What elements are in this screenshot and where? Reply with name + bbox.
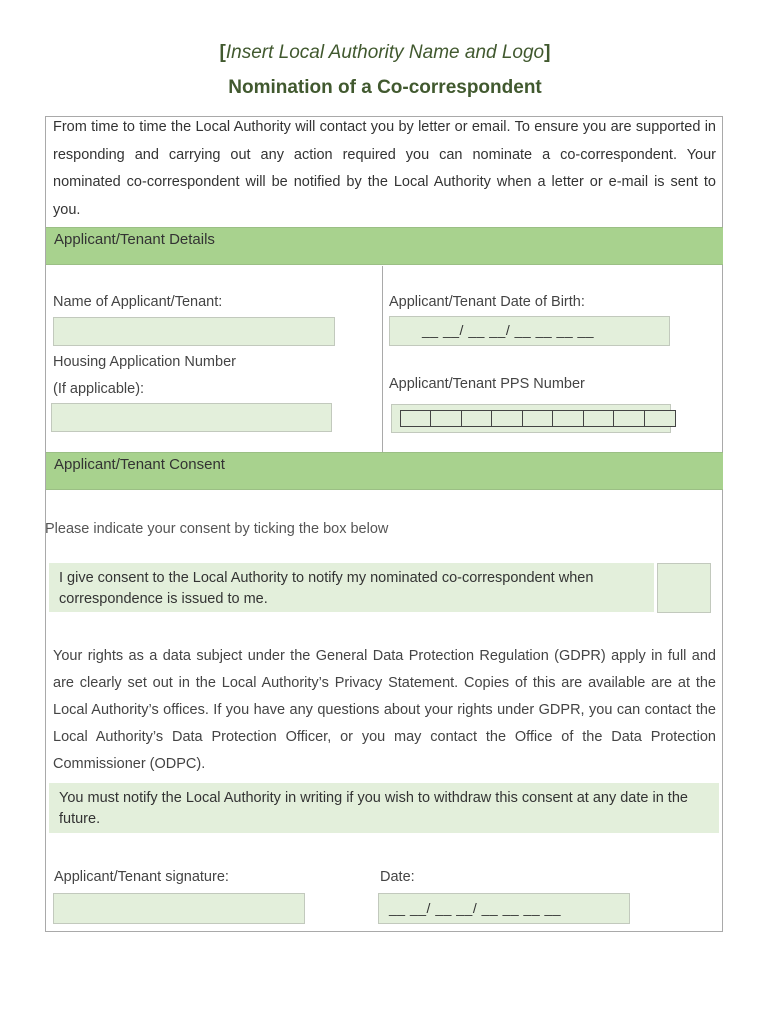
date-placeholder: __ __/ __ __/ __ __ __ __ xyxy=(389,900,562,916)
page-title: Nomination of a Co-correspondent xyxy=(228,77,542,98)
consent-instruction: Please indicate your consent by ticking the box below xyxy=(45,521,389,537)
pps-digit-cell[interactable] xyxy=(461,410,493,427)
name-input[interactable] xyxy=(53,317,335,346)
housing-number-label: Housing Application Number xyxy=(53,354,236,370)
bracket-close: ] xyxy=(544,42,551,63)
withdraw-notice-box xyxy=(49,783,719,833)
name-label: Name of Applicant/Tenant: xyxy=(53,294,223,310)
pps-digit-cell[interactable] xyxy=(583,410,615,427)
pps-field xyxy=(391,404,671,433)
authority-name-placeholder xyxy=(0,42,770,64)
consent-statement: I give consent to the Local Authority to notify my nominated co-correspondent when correspondence is issued to me. xyxy=(59,570,594,607)
gdpr-paragraph: Your rights as a data subject under the General Data Protection Regulation (GDPR) apply in full and are clearly set out in the Local Authority’s Privacy Statement. Copies of this are available are at the Local Authority’s offices. If you have any questions about your rights under GDPR, you can contact the Local Authority’s Data Protection Officer, or you may contact the Office of the Data Protection Commissioner (ODPC). xyxy=(53,648,716,772)
dob-label: Applicant/Tenant Date of Birth: xyxy=(389,294,585,310)
housing-number-sublabel: (If applicable): xyxy=(53,381,145,397)
dob-placeholder: __ __/ __ __/ __ __ __ __ xyxy=(422,322,595,338)
pps-digit-cell[interactable] xyxy=(491,410,523,427)
intro-paragraph: From time to time the Local Authority will contact you by letter or email. To ensure you are supported in responding and carrying out any action required you can nominate a co-correspondent. Your nominated co-correspondent will be notified by the Local Authority when a letter or e-mail is sent to you. xyxy=(53,119,716,218)
date-label: Date: xyxy=(380,869,415,885)
signature-label: Applicant/Tenant signature: xyxy=(54,869,229,885)
consent-checkbox[interactable] xyxy=(657,563,711,613)
pps-digit-cell[interactable] xyxy=(552,410,584,427)
consent-statement-box xyxy=(49,563,654,612)
pps-digit-cell[interactable] xyxy=(430,410,462,427)
details-section-header xyxy=(46,227,723,265)
bracket-open: [ xyxy=(219,42,226,63)
column-divider xyxy=(382,266,383,452)
pps-digit-cell[interactable] xyxy=(400,410,432,427)
pps-digit-cell[interactable] xyxy=(613,410,645,427)
pps-digit-cell[interactable] xyxy=(644,410,676,427)
dob-input[interactable] xyxy=(389,316,670,346)
consent-section-header xyxy=(46,452,723,490)
housing-number-input[interactable] xyxy=(51,403,332,432)
pps-label: Applicant/Tenant PPS Number xyxy=(389,376,585,392)
pps-digit-cell[interactable] xyxy=(522,410,554,427)
details-section-title: Applicant/Tenant Details xyxy=(54,231,215,248)
authority-placeholder-text: Insert Local Authority Name and Logo xyxy=(225,42,545,63)
signature-input[interactable] xyxy=(53,893,305,924)
pps-grid xyxy=(401,410,676,427)
withdraw-notice: You must notify the Local Authority in writing if you wish to withdraw this consent at any date in the future. xyxy=(59,790,688,827)
date-input[interactable] xyxy=(378,893,630,924)
consent-section-title: Applicant/Tenant Consent xyxy=(54,456,225,473)
